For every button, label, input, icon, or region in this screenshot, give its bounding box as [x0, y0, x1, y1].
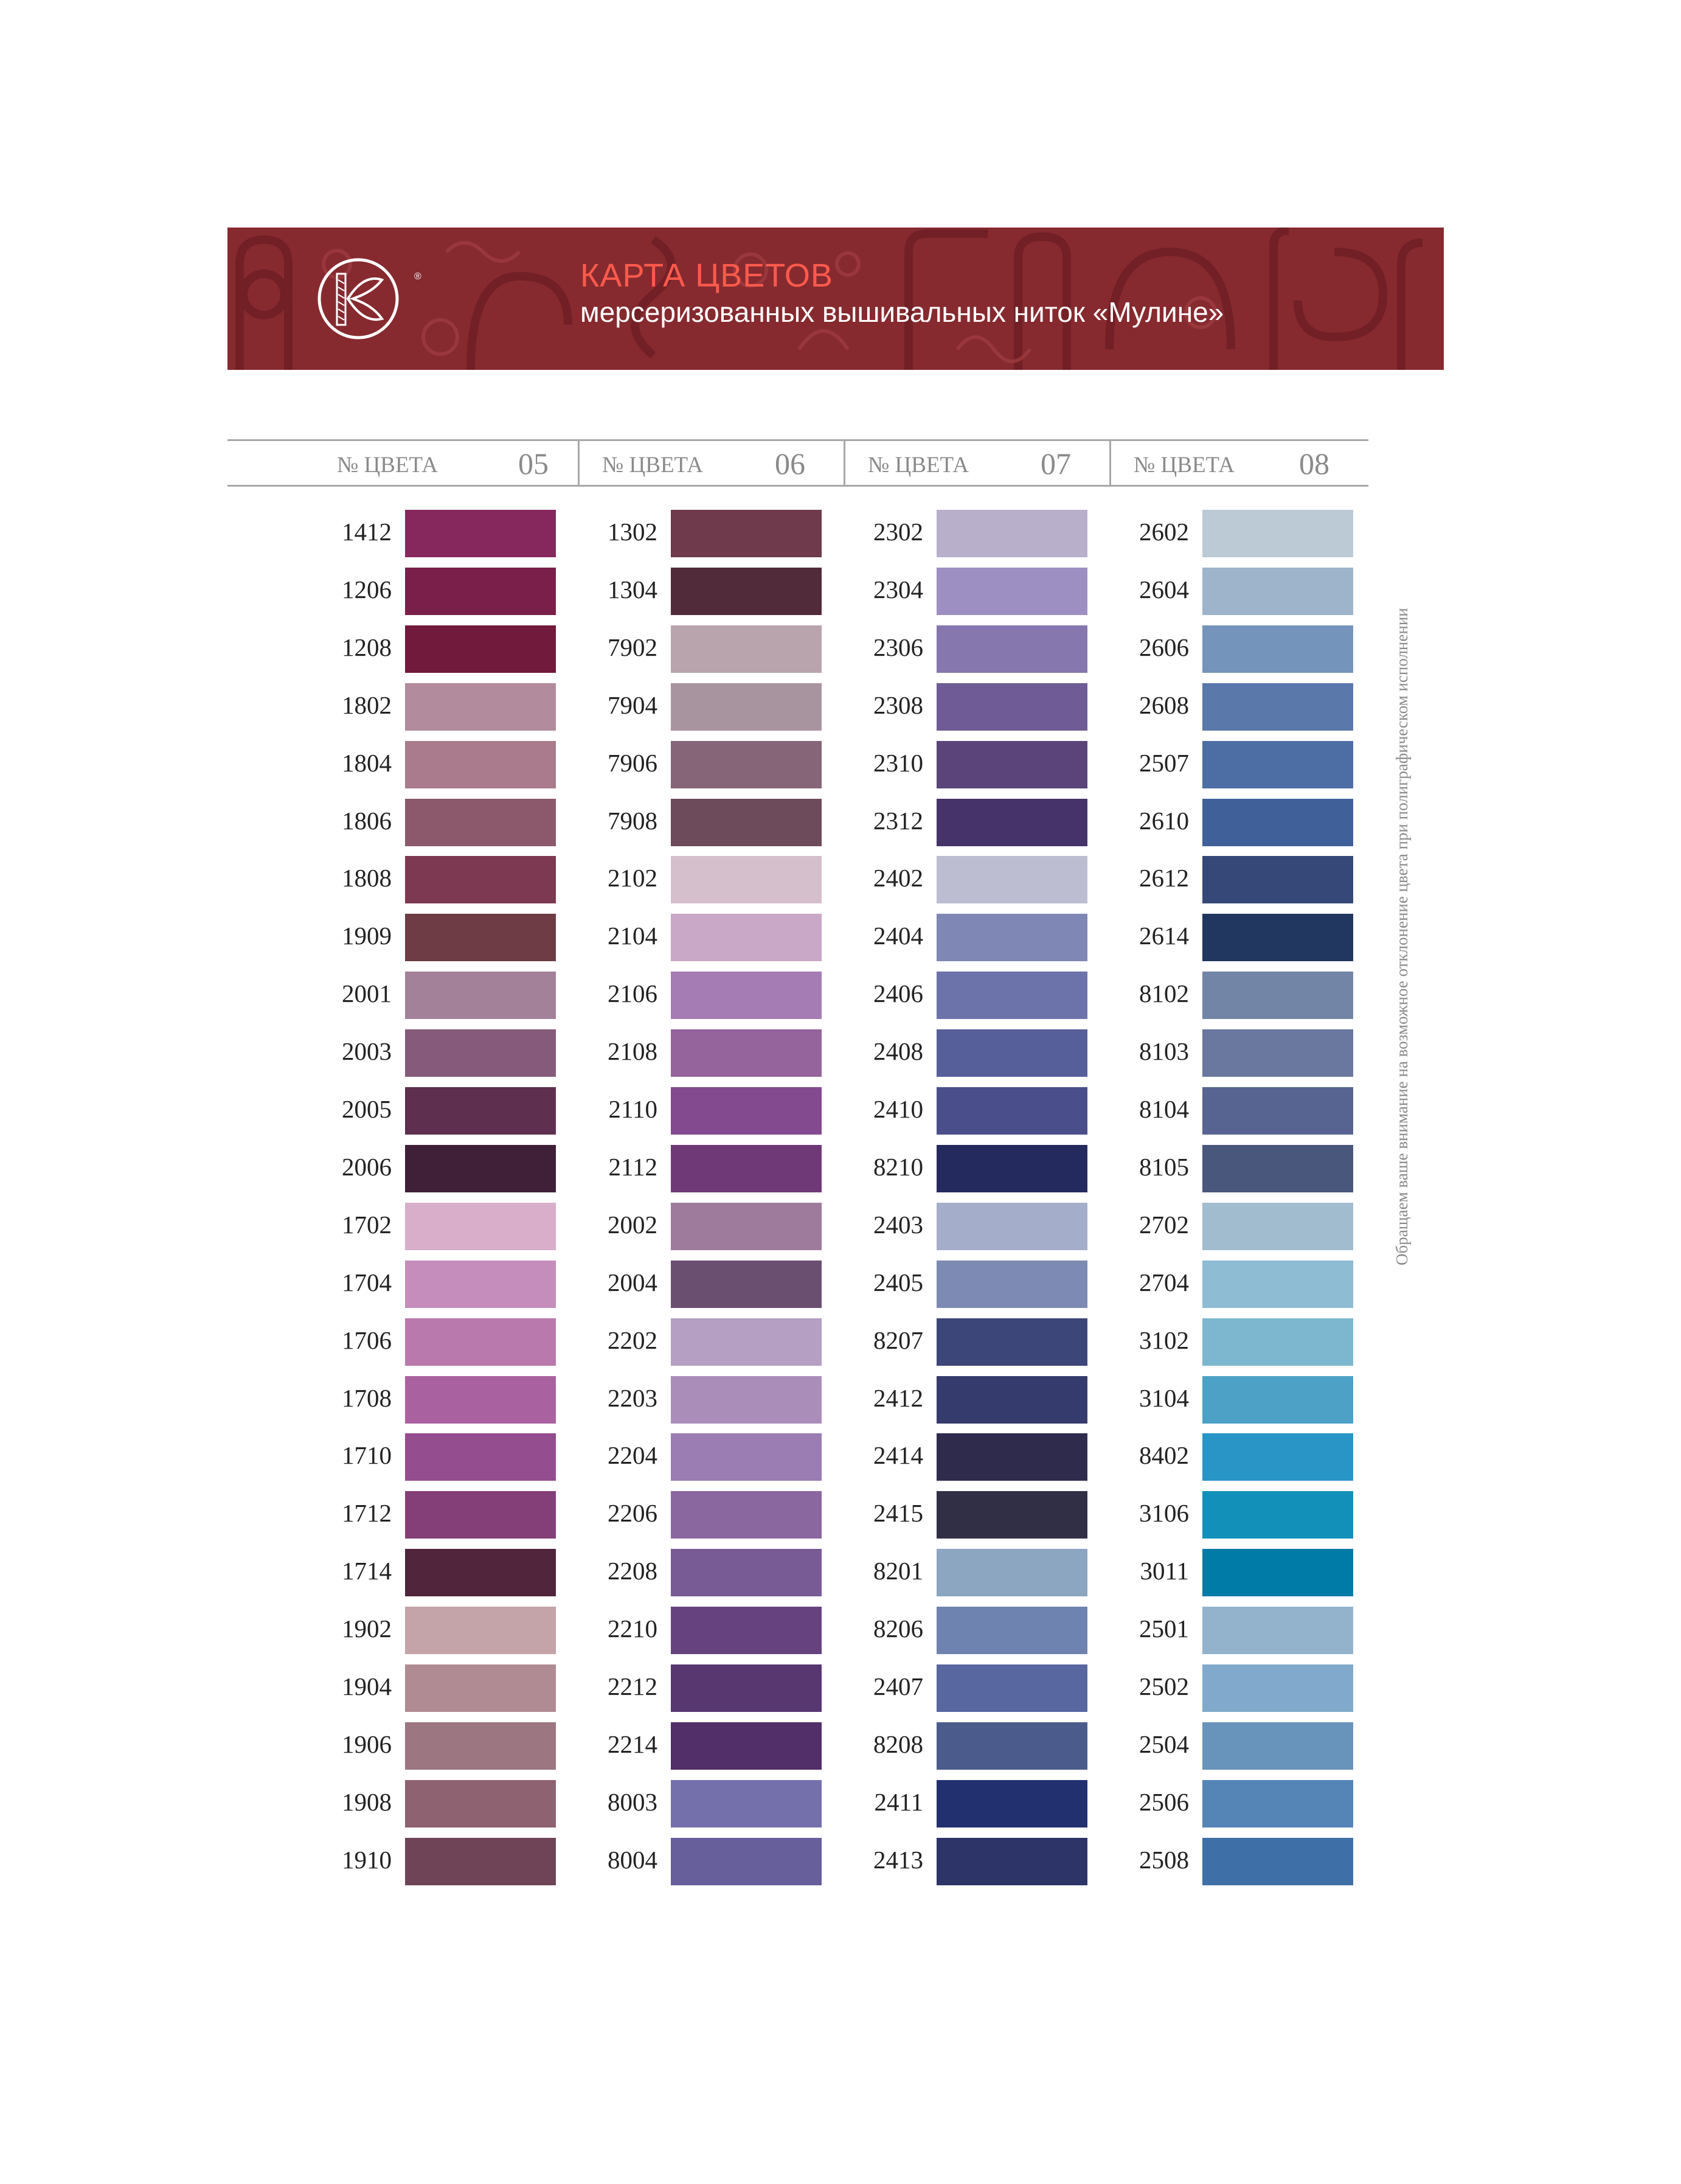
color-code: 2003 [342, 1037, 392, 1066]
color-swatch [937, 1376, 1087, 1424]
color-swatch [405, 799, 556, 846]
color-code: 1904 [342, 1672, 392, 1700]
color-code: 7906 [608, 748, 657, 777]
color-code: 3102 [1139, 1326, 1189, 1354]
color-swatch [1202, 1145, 1353, 1192]
color-code: 2415 [873, 1499, 923, 1528]
color-code: 2403 [873, 1210, 923, 1239]
color-code: 2006 [342, 1152, 392, 1181]
color-code: 2202 [608, 1326, 657, 1354]
color-code: 1704 [342, 1268, 392, 1296]
color-swatch [671, 741, 822, 788]
color-swatch [671, 856, 822, 903]
color-swatch [405, 1549, 556, 1596]
color-swatch [671, 1376, 822, 1424]
color-swatch [671, 1838, 822, 1885]
color-swatch [1202, 1607, 1353, 1654]
color-swatch [937, 972, 1087, 1019]
color-swatch [1202, 972, 1353, 1019]
color-swatch [1202, 1376, 1353, 1424]
color-code: 8104 [1139, 1095, 1189, 1123]
color-code: 2702 [1139, 1210, 1189, 1239]
color-code: 2206 [608, 1499, 657, 1528]
color-swatch [405, 1087, 556, 1135]
color-code: 2506 [1139, 1787, 1189, 1816]
color-swatch [1202, 510, 1353, 557]
color-code: 1710 [342, 1441, 392, 1470]
color-swatch [405, 568, 556, 615]
color-swatch [405, 683, 556, 731]
color-code: 2108 [608, 1037, 657, 1066]
color-swatch [405, 1261, 556, 1308]
color-swatch [1202, 1203, 1353, 1250]
color-code: 8402 [1139, 1441, 1189, 1470]
color-code: 2405 [873, 1268, 923, 1296]
color-swatch [671, 1318, 822, 1366]
color-code: 1802 [342, 690, 392, 719]
color-swatch [405, 625, 556, 673]
color-code: 2404 [873, 922, 923, 950]
color-swatch [1202, 1318, 1353, 1366]
color-code: 7902 [608, 633, 657, 661]
color-code: 2704 [1139, 1268, 1189, 1296]
color-swatch [937, 914, 1087, 961]
color-swatch [937, 1607, 1087, 1654]
color-swatch [937, 1087, 1087, 1135]
color-code: 2501 [1139, 1615, 1189, 1643]
color-code: 2402 [873, 864, 923, 892]
color-swatch [1202, 1780, 1353, 1828]
color-code: 1808 [342, 864, 392, 892]
color-swatch [937, 1261, 1087, 1308]
column-header-row [227, 439, 1368, 487]
banner-subtitle: мерсеризованных вышивальных ниток «Мулине» [580, 296, 1224, 328]
color-swatch [1202, 1491, 1353, 1539]
color-code: 1902 [342, 1615, 392, 1643]
color-swatch [1202, 568, 1353, 615]
color-code: 1302 [608, 518, 657, 546]
header-banner [227, 228, 1444, 370]
color-swatch [1202, 1261, 1353, 1308]
color-swatch [1202, 741, 1353, 788]
column-header-07 [844, 441, 1110, 485]
color-code: 1906 [342, 1730, 392, 1758]
color-code: 2312 [873, 806, 923, 835]
color-swatch [937, 1549, 1087, 1596]
color-swatch [1202, 1433, 1353, 1481]
registered-mark: ® [414, 271, 421, 282]
color-code: 2612 [1139, 864, 1189, 892]
color-code: 2608 [1139, 690, 1189, 719]
color-code: 2212 [608, 1672, 657, 1700]
color-code: 2310 [873, 748, 923, 777]
color-code: 1910 [342, 1845, 392, 1874]
color-swatch [671, 1145, 822, 1192]
color-code: 8208 [873, 1730, 923, 1758]
color-swatch [1202, 1664, 1353, 1712]
color-code: 2406 [873, 979, 923, 1008]
column-number: 05 [518, 447, 549, 481]
color-swatch [937, 1203, 1087, 1250]
color-code: 7904 [608, 690, 657, 719]
color-code: 3104 [1139, 1383, 1189, 1412]
color-code: 2606 [1139, 633, 1189, 661]
brand-logo [315, 256, 401, 342]
color-swatch [937, 1433, 1087, 1481]
color-code: 2204 [608, 1441, 657, 1470]
color-code: 1412 [342, 518, 392, 546]
column-header-06 [578, 441, 844, 485]
color-swatch [405, 1203, 556, 1250]
color-swatch [937, 1838, 1087, 1885]
color-code: 3106 [1139, 1499, 1189, 1528]
color-swatch [405, 914, 556, 961]
color-swatch [1202, 625, 1353, 673]
color-code: 8105 [1139, 1152, 1189, 1181]
column-header-05 [227, 441, 549, 485]
color-swatch [937, 1029, 1087, 1077]
color-code: 1804 [342, 748, 392, 777]
color-swatch [671, 1780, 822, 1828]
color-swatch [405, 1722, 556, 1770]
color-code: 2414 [873, 1441, 923, 1470]
color-code: 2203 [608, 1383, 657, 1412]
color-code: 2308 [873, 690, 923, 719]
color-code: 8207 [873, 1326, 923, 1354]
color-swatch [671, 1491, 822, 1539]
color-swatch [1202, 1722, 1353, 1770]
color-code: 1909 [342, 922, 392, 950]
color-swatch [937, 568, 1087, 615]
color-swatch [671, 972, 822, 1019]
color-swatch [405, 1664, 556, 1712]
color-code: 1908 [342, 1787, 392, 1816]
color-swatch [937, 510, 1087, 557]
banner-title: КАРТА ЦВЕТОВ [580, 257, 833, 294]
color-code: 2408 [873, 1037, 923, 1066]
side-note-text: Обращаем ваше внимание на возможное отклонение цвета при полиграфическом исполнении [1393, 608, 1411, 1265]
color-code: 2502 [1139, 1672, 1189, 1700]
color-swatch [405, 1491, 556, 1539]
color-swatch [937, 1722, 1087, 1770]
column-label: № ЦВЕТА [337, 453, 438, 478]
color-code: 2604 [1139, 575, 1189, 603]
color-code: 2306 [873, 633, 923, 661]
color-code: 1708 [342, 1383, 392, 1412]
color-code: 2106 [608, 979, 657, 1008]
color-code: 2002 [608, 1210, 657, 1239]
color-swatch [405, 1145, 556, 1192]
color-swatch [405, 1433, 556, 1481]
color-code: 2508 [1139, 1845, 1189, 1874]
color-code: 1714 [342, 1557, 392, 1585]
color-code: 2412 [873, 1383, 923, 1412]
color-swatch [405, 1376, 556, 1424]
color-code: 2610 [1139, 806, 1189, 835]
color-swatch [937, 1664, 1087, 1712]
color-code: 1806 [342, 806, 392, 835]
color-swatch [405, 1029, 556, 1077]
color-code: 2112 [608, 1152, 657, 1181]
color-code: 8102 [1139, 979, 1189, 1008]
color-code: 3011 [1140, 1557, 1189, 1585]
color-swatch [405, 1318, 556, 1366]
color-swatch [671, 799, 822, 846]
color-swatch [1202, 1029, 1353, 1077]
color-code: 2304 [873, 575, 923, 603]
color-code: 2602 [1139, 518, 1189, 546]
color-code: 1702 [342, 1210, 392, 1239]
color-code: 1304 [608, 575, 657, 603]
color-swatch [671, 1607, 822, 1654]
color-swatch [937, 625, 1087, 673]
color-code: 1206 [342, 575, 392, 603]
color-swatch [937, 741, 1087, 788]
color-swatch [937, 856, 1087, 903]
side-note [1393, 517, 1417, 1265]
color-code: 2102 [608, 864, 657, 892]
color-swatch [405, 972, 556, 1019]
color-swatch [671, 510, 822, 557]
color-swatch [405, 741, 556, 788]
color-code: 2411 [874, 1787, 923, 1816]
color-code: 2214 [608, 1730, 657, 1758]
color-swatch [671, 1549, 822, 1596]
color-code: 2614 [1139, 922, 1189, 950]
color-swatch [1202, 1087, 1353, 1135]
color-swatch [937, 1318, 1087, 1366]
color-code: 2410 [873, 1095, 923, 1123]
color-swatch [1202, 914, 1353, 961]
color-swatch [671, 568, 822, 615]
column-label: № ЦВЕТА [1134, 453, 1235, 478]
color-swatch [405, 510, 556, 557]
color-code: 8103 [1139, 1037, 1189, 1066]
color-code: 1208 [342, 633, 392, 661]
color-swatch [937, 799, 1087, 846]
color-code: 2104 [608, 922, 657, 950]
color-code: 8206 [873, 1615, 923, 1643]
column-number: 07 [1041, 447, 1071, 481]
color-code: 8210 [873, 1152, 923, 1181]
color-code: 8003 [608, 1787, 657, 1816]
color-swatch [671, 1029, 822, 1077]
color-swatch [405, 856, 556, 903]
color-code: 2210 [608, 1615, 657, 1643]
column-number: 08 [1299, 447, 1329, 481]
color-swatch [671, 1203, 822, 1250]
color-code: 7908 [608, 806, 657, 835]
color-code: 2413 [873, 1845, 923, 1874]
color-code: 2407 [873, 1672, 923, 1700]
color-swatch [671, 1261, 822, 1308]
color-swatch [671, 683, 822, 731]
color-code: 8201 [873, 1557, 923, 1585]
color-code: 2110 [608, 1095, 657, 1123]
color-swatch [671, 1664, 822, 1712]
color-swatch [937, 1145, 1087, 1192]
color-code: 8004 [608, 1845, 657, 1874]
color-swatch [1202, 1549, 1353, 1596]
color-swatch [671, 914, 822, 961]
color-code: 2001 [342, 979, 392, 1008]
color-swatch [405, 1838, 556, 1885]
color-code: 2005 [342, 1095, 392, 1123]
color-swatch [671, 625, 822, 673]
column-header-08 [1109, 441, 1368, 485]
color-swatch [671, 1433, 822, 1481]
color-code: 2208 [608, 1557, 657, 1585]
color-swatch [405, 1607, 556, 1654]
color-swatch [937, 683, 1087, 731]
column-label: № ЦВЕТА [868, 453, 969, 478]
color-code: 2004 [608, 1268, 657, 1296]
column-label: № ЦВЕТА [602, 453, 704, 478]
color-swatch [1202, 799, 1353, 846]
color-swatch [1202, 1838, 1353, 1885]
color-swatch [671, 1722, 822, 1770]
color-swatch [405, 1780, 556, 1828]
color-swatch [1202, 683, 1353, 731]
color-code: 1712 [342, 1499, 392, 1528]
color-swatch [937, 1780, 1087, 1828]
color-code: 2507 [1139, 748, 1189, 777]
column-number: 06 [775, 447, 805, 481]
color-swatch [671, 1087, 822, 1135]
color-swatch [937, 1491, 1087, 1539]
color-swatch [1202, 856, 1353, 903]
color-code: 2302 [873, 518, 923, 546]
color-code: 2504 [1139, 1730, 1189, 1758]
color-code: 1706 [342, 1326, 392, 1354]
